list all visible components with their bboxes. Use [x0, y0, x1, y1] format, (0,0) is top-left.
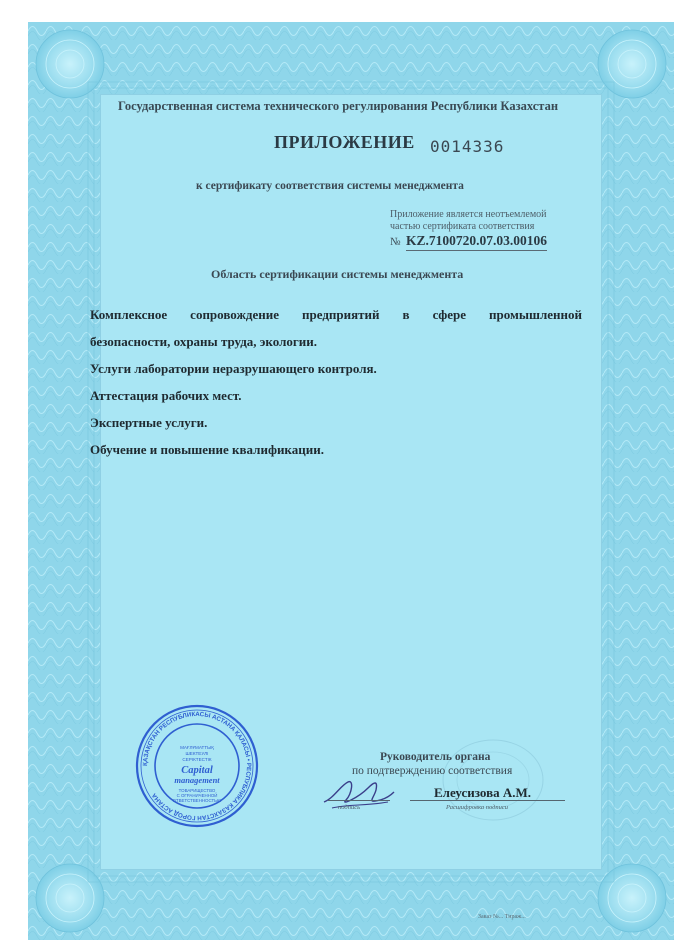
svg-text:Capital: Capital	[181, 765, 213, 776]
scope-item: безопасности, охраны труда, экологии.	[90, 334, 317, 349]
scope-item: Обучение и повышение квалификации.	[90, 442, 324, 457]
document-subtitle: к сертификату соответствия системы менеджмента	[196, 180, 464, 192]
printing-info: Заказ №... Тираж...	[478, 914, 526, 920]
scope-list	[90, 306, 582, 468]
document-header: Государственная система технического регулирования Республики Казахстан	[118, 99, 559, 113]
annex-note-line-1: Приложение является неотъемлемой	[390, 209, 547, 220]
signer-name: Елеусизова А.М.	[434, 785, 532, 800]
svg-text:СЕРІКТЕСТІК: СЕРІКТЕСТІК	[182, 757, 212, 762]
serial-number: 0014336	[430, 137, 505, 156]
name-caption: Расшифровка подписи	[446, 804, 509, 811]
scope-title: Область сертификации системы менеджмента	[211, 267, 464, 281]
signature-caption: подпись	[338, 804, 361, 811]
faint-seal-watermark	[438, 735, 548, 825]
svg-text:МАҒЛҰМАТТЫҚ: МАҒЛҰМАТТЫҚ	[180, 745, 214, 750]
svg-text:С ОГРАНИЧЕННОЙ: С ОГРАНИЧЕННОЙ	[176, 793, 218, 798]
svg-text:management: management	[174, 775, 220, 785]
number-sign: №	[390, 236, 401, 248]
svg-text:ОТВЕТСТВЕННОСТЬЮ: ОТВЕТСТВЕННОСТЬЮ	[172, 798, 222, 803]
scope-item: Аттестация рабочих мест.	[90, 388, 242, 403]
signature-underline	[328, 800, 390, 801]
signer-role-line-1: Руководитель органа	[380, 751, 491, 763]
signer-role-line-2: по подтверждению соответствия	[352, 765, 513, 777]
svg-text:ШЕКТЕУЛІ: ШЕКТЕУЛІ	[185, 751, 209, 756]
scope-item: Услуги лаборатории неразрушающего контроля.	[90, 361, 377, 376]
svg-text:ТОВАРИЩЕСТВО: ТОВАРИЩЕСТВО	[178, 788, 216, 793]
official-stamp-seal	[134, 703, 260, 829]
document-title: ПРИЛОЖЕНИЕ	[274, 132, 415, 152]
svg-text:ҚАЗАҚСТАН РЕСПУБЛИКАСЫ АСТАНА: ҚАЗАҚСТАН РЕСПУБЛИКАСЫ АСТАНА ҚАЛАСЫ • РЕСПУБЛИКА КАЗАХСТАН ГОРОД АСТАНА	[141, 710, 253, 822]
scope-item: Комплексное сопровождение предприятий в сфере промышленной	[90, 307, 582, 322]
annex-note-line-2: частью сертификата соответствия	[390, 221, 535, 232]
certificate-number: KZ.7100720.07.03.00106	[406, 233, 547, 251]
scope-item: Экспертные услуги.	[90, 415, 208, 430]
